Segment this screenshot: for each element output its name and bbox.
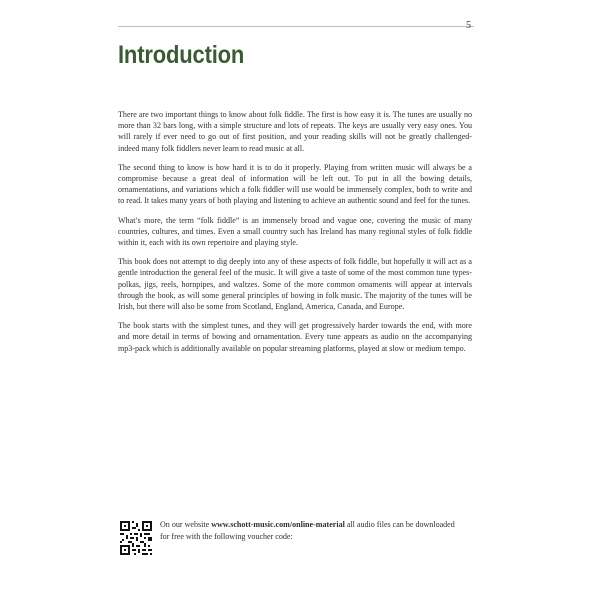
page-title: Introduction xyxy=(118,41,245,69)
online-material-link[interactable]: www.schott-music.com/online-material xyxy=(211,520,345,529)
download-notice-prefix: On our website xyxy=(160,520,212,529)
download-notice xyxy=(160,519,460,542)
page-number: 5 xyxy=(466,20,471,31)
paragraph-1: There are two important things to know about folk fiddle. The first is how easy it is. The tunes are usually no more than 32 bars long, with a simple structure and lots of repeats. The keys are usually very easy ones. You will rarely if ever need to go out of first position, and your reading skills will not be greatly challenged- indeed many folk fiddlers never learn to read music at all. xyxy=(118,110,472,153)
body-text xyxy=(118,109,472,362)
qr-code-icon xyxy=(119,520,153,556)
paragraph-4: This book does not attempt to dig deeply into any of these aspects of folk fiddle, but hopefully it will act as a gentle introduction the general feel of the music. It will give a taste of some of the most common tune types- polkas, jigs, reels, hornpipes, and waltzes. Some of the more common ornaments will appear at intervals through the book, as will some general principles of bowing in folk music. The majority of the tunes will be Irish, but there will also be some from Scotland, England, America, Canada, and Europe. xyxy=(118,257,472,312)
paragraph-2: The second thing to know is how hard it is to do it properly. Playing from written music will always be a compromise because a great deal of information will be left out. To put in all the bowing details, ornamentations, and variations which a folk fiddler will use would be immensely complex, both to write and to read. It takes many years of both playing and listening to achieve an authentic sound and feel for the tunes. xyxy=(118,162,472,206)
paragraph-3: What’s more, the term “folk fiddle” is an immensely broad and vague one, covering the music of many countries, cultures, and times. Even a small country such has Ireland has many regional styles of folk fiddle within it, each with its own repertoire and playing style. xyxy=(118,215,472,248)
paragraph-5: The book starts with the simplest tunes, and they will get progressively harder towards the end, with more and more detail in terms of bowing and ornamentation. Every tune appears as audio on the accompanying mp3-pack which is additionally available on popular streaming platforms, played at slow or medium tempo. xyxy=(118,321,472,353)
download-notice-suffix: all audio files can be downloaded for free with the following voucher code: xyxy=(160,520,455,541)
header-rule xyxy=(118,26,474,27)
